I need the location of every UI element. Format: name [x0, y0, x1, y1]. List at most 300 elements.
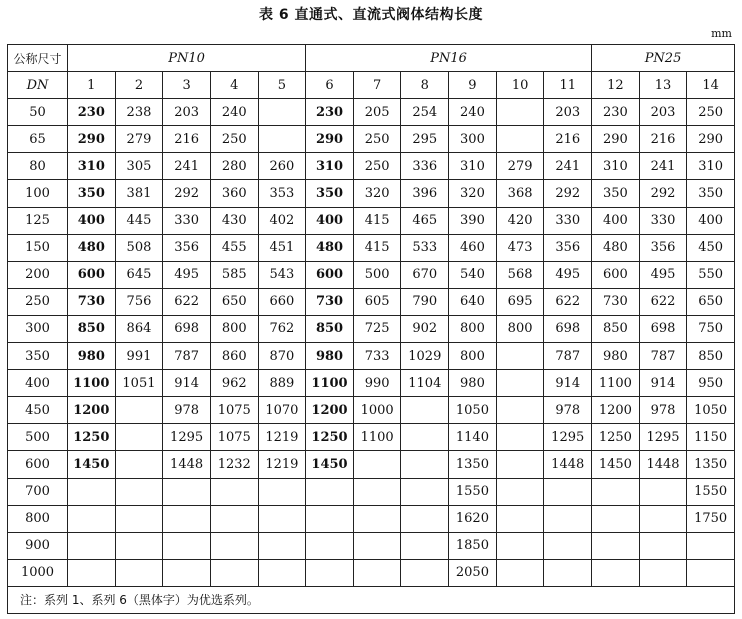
length-cell: 356	[163, 234, 211, 261]
length-cell: 400	[687, 207, 735, 234]
length-cell: 330	[639, 207, 687, 234]
pn-group-header: PN16	[306, 45, 592, 72]
length-cell: 600	[592, 261, 640, 288]
length-cell: 216	[639, 126, 687, 153]
length-cell: 260	[258, 153, 306, 180]
length-cell: 1550	[449, 478, 497, 505]
length-cell: 1000	[353, 397, 401, 424]
series-number-header: 3	[163, 72, 211, 99]
length-cell: 320	[449, 180, 497, 207]
pn-group-header: PN10	[68, 45, 306, 72]
dn-cell: 65	[8, 126, 68, 153]
length-cell: 280	[210, 153, 258, 180]
length-cell: 1232	[210, 451, 258, 478]
length-cell: 1051	[115, 370, 163, 397]
length-cell: 698	[639, 315, 687, 342]
length-cell: 368	[496, 180, 544, 207]
length-cell: 850	[306, 315, 354, 342]
length-cell: 1295	[163, 424, 211, 451]
length-cell: 1219	[258, 424, 306, 451]
length-cell	[496, 126, 544, 153]
length-cell: 292	[544, 180, 592, 207]
length-cell: 787	[163, 343, 211, 370]
length-cell: 390	[449, 207, 497, 234]
length-cell	[115, 424, 163, 451]
length-cell: 330	[163, 207, 211, 234]
length-cell: 914	[163, 370, 211, 397]
header-row-groups	[8, 45, 735, 72]
length-cell: 962	[210, 370, 258, 397]
length-cell	[639, 478, 687, 505]
length-cell	[401, 505, 449, 532]
length-cell: 1850	[449, 532, 497, 559]
length-cell: 1295	[639, 424, 687, 451]
length-cell: 1550	[687, 478, 735, 505]
length-cell: 698	[544, 315, 592, 342]
length-cell	[306, 532, 354, 559]
length-cell: 1050	[687, 397, 735, 424]
length-cell: 279	[496, 153, 544, 180]
length-cell: 1050	[449, 397, 497, 424]
length-cell: 800	[449, 315, 497, 342]
dn-cell: 400	[8, 370, 68, 397]
length-cell: 250	[353, 126, 401, 153]
length-cell: 216	[544, 126, 592, 153]
length-cell: 980	[68, 343, 116, 370]
length-cell: 730	[592, 288, 640, 315]
length-cell: 500	[353, 261, 401, 288]
length-cell: 290	[592, 126, 640, 153]
dn-cell: 1000	[8, 559, 68, 586]
table-row	[8, 180, 735, 207]
dn-cell: 800	[8, 505, 68, 532]
length-cell: 356	[544, 234, 592, 261]
length-cell: 230	[68, 99, 116, 126]
length-cell	[496, 370, 544, 397]
series-number-header: 2	[115, 72, 163, 99]
length-cell: 238	[115, 99, 163, 126]
length-cell: 1295	[544, 424, 592, 451]
length-cell: 1100	[306, 370, 354, 397]
length-cell: 330	[544, 207, 592, 234]
length-cell: 1620	[449, 505, 497, 532]
length-cell: 360	[210, 180, 258, 207]
length-cell	[401, 451, 449, 478]
length-cell: 980	[592, 343, 640, 370]
length-cell: 980	[449, 370, 497, 397]
length-cell: 450	[687, 234, 735, 261]
unit-label: mm	[711, 27, 732, 40]
length-cell: 1448	[163, 451, 211, 478]
length-cell	[258, 532, 306, 559]
length-cell: 864	[115, 315, 163, 342]
length-cell	[115, 451, 163, 478]
length-cell: 1219	[258, 451, 306, 478]
series-number-header: 13	[639, 72, 687, 99]
length-cell: 381	[115, 180, 163, 207]
length-cell: 480	[306, 234, 354, 261]
table-row	[8, 288, 735, 315]
length-cell: 1250	[68, 424, 116, 451]
length-cell: 730	[306, 288, 354, 315]
length-cell: 800	[496, 315, 544, 342]
series-number-header: 8	[401, 72, 449, 99]
dn-cell: 450	[8, 397, 68, 424]
length-cell: 787	[639, 343, 687, 370]
length-cell: 902	[401, 315, 449, 342]
length-cell: 350	[687, 180, 735, 207]
dn-cell: 350	[8, 343, 68, 370]
dn-cell: 900	[8, 532, 68, 559]
length-cell: 216	[163, 126, 211, 153]
length-cell: 1100	[592, 370, 640, 397]
length-cell: 1075	[210, 397, 258, 424]
length-cell: 400	[306, 207, 354, 234]
length-cell: 889	[258, 370, 306, 397]
dn-cell: 100	[8, 180, 68, 207]
length-cell: 430	[210, 207, 258, 234]
length-cell: 495	[639, 261, 687, 288]
length-cell: 533	[401, 234, 449, 261]
length-cell: 1200	[68, 397, 116, 424]
table-row	[8, 559, 735, 586]
dn-cell: 300	[8, 315, 68, 342]
table-row	[8, 397, 735, 424]
table-row	[8, 424, 735, 451]
table-row	[8, 532, 735, 559]
length-cell: 356	[639, 234, 687, 261]
length-cell: 650	[210, 288, 258, 315]
length-cell	[544, 559, 592, 586]
length-cell	[496, 532, 544, 559]
series-number-header: 9	[449, 72, 497, 99]
length-cell: 600	[68, 261, 116, 288]
length-cell: 292	[639, 180, 687, 207]
table-row	[8, 261, 735, 288]
length-cell: 415	[353, 234, 401, 261]
length-cell	[68, 478, 116, 505]
length-cell	[258, 478, 306, 505]
length-cell: 1070	[258, 397, 306, 424]
length-cell	[210, 505, 258, 532]
series-number-header: 5	[258, 72, 306, 99]
length-cell	[353, 505, 401, 532]
length-cell: 1104	[401, 370, 449, 397]
length-cell: 800	[449, 343, 497, 370]
valve-length-table	[7, 44, 735, 614]
length-cell: 1200	[592, 397, 640, 424]
length-cell	[258, 559, 306, 586]
dn-cell: 125	[8, 207, 68, 234]
length-cell	[544, 478, 592, 505]
length-cell	[115, 505, 163, 532]
length-cell	[544, 505, 592, 532]
length-cell: 990	[353, 370, 401, 397]
length-cell: 790	[401, 288, 449, 315]
length-cell	[592, 559, 640, 586]
length-cell	[306, 559, 354, 586]
length-cell: 622	[163, 288, 211, 315]
length-cell	[592, 532, 640, 559]
length-cell	[258, 99, 306, 126]
note-row	[8, 586, 735, 613]
length-cell: 310	[449, 153, 497, 180]
length-cell: 2050	[449, 559, 497, 586]
length-cell: 241	[544, 153, 592, 180]
length-cell	[115, 532, 163, 559]
length-cell: 980	[306, 343, 354, 370]
dn-cell: 600	[8, 451, 68, 478]
length-cell: 600	[306, 261, 354, 288]
series-number-header: 10	[496, 72, 544, 99]
series-number-header: 12	[592, 72, 640, 99]
length-cell: 290	[306, 126, 354, 153]
length-cell: 622	[639, 288, 687, 315]
dn-cell: 500	[8, 424, 68, 451]
length-cell: 730	[68, 288, 116, 315]
length-cell: 1450	[306, 451, 354, 478]
length-cell	[68, 505, 116, 532]
dn-cell: 250	[8, 288, 68, 315]
length-cell: 310	[306, 153, 354, 180]
length-cell: 480	[68, 234, 116, 261]
length-cell: 402	[258, 207, 306, 234]
length-cell: 991	[115, 343, 163, 370]
length-cell	[163, 532, 211, 559]
length-cell: 320	[353, 180, 401, 207]
series-number-header: 6	[306, 72, 354, 99]
length-cell: 640	[449, 288, 497, 315]
length-cell: 203	[163, 99, 211, 126]
length-cell: 850	[68, 315, 116, 342]
length-cell	[353, 532, 401, 559]
length-cell: 495	[163, 261, 211, 288]
length-cell: 605	[353, 288, 401, 315]
length-cell: 585	[210, 261, 258, 288]
pn-group-header: PN25	[592, 45, 735, 72]
length-cell: 850	[592, 315, 640, 342]
table-row	[8, 505, 735, 532]
length-cell: 1350	[449, 451, 497, 478]
length-cell: 950	[687, 370, 735, 397]
length-cell: 451	[258, 234, 306, 261]
table-row	[8, 451, 735, 478]
length-cell	[210, 559, 258, 586]
series-number-header: 14	[687, 72, 735, 99]
length-cell: 733	[353, 343, 401, 370]
length-cell: 1250	[306, 424, 354, 451]
table-row	[8, 207, 735, 234]
length-cell	[68, 559, 116, 586]
length-cell	[353, 451, 401, 478]
length-cell	[496, 559, 544, 586]
length-cell: 1200	[306, 397, 354, 424]
length-cell: 787	[544, 343, 592, 370]
size-label: 公称尺寸	[8, 45, 68, 72]
length-cell	[496, 343, 544, 370]
length-cell: 230	[592, 99, 640, 126]
dn-cell: 700	[8, 478, 68, 505]
length-cell: 396	[401, 180, 449, 207]
length-cell: 978	[544, 397, 592, 424]
length-cell: 250	[687, 99, 735, 126]
length-cell: 756	[115, 288, 163, 315]
length-cell	[163, 505, 211, 532]
dn-cell: 150	[8, 234, 68, 261]
length-cell: 1350	[687, 451, 735, 478]
length-cell	[258, 505, 306, 532]
length-cell: 350	[592, 180, 640, 207]
length-cell: 241	[163, 153, 211, 180]
length-cell: 1750	[687, 505, 735, 532]
length-cell: 420	[496, 207, 544, 234]
length-cell: 336	[401, 153, 449, 180]
length-cell: 350	[306, 180, 354, 207]
length-cell: 254	[401, 99, 449, 126]
length-cell	[687, 559, 735, 586]
dn-cell: 50	[8, 99, 68, 126]
length-cell	[496, 505, 544, 532]
length-cell: 460	[449, 234, 497, 261]
length-cell	[639, 532, 687, 559]
length-cell	[258, 126, 306, 153]
length-cell: 1150	[687, 424, 735, 451]
length-cell	[401, 397, 449, 424]
length-cell: 670	[401, 261, 449, 288]
length-cell: 250	[353, 153, 401, 180]
length-cell: 241	[639, 153, 687, 180]
length-cell	[544, 532, 592, 559]
length-cell: 305	[115, 153, 163, 180]
table-row	[8, 370, 735, 397]
length-cell: 645	[115, 261, 163, 288]
length-cell: 400	[68, 207, 116, 234]
length-cell	[210, 532, 258, 559]
length-cell: 292	[163, 180, 211, 207]
length-cell: 310	[687, 153, 735, 180]
length-cell	[115, 397, 163, 424]
header-row-series	[8, 72, 735, 99]
length-cell: 550	[687, 261, 735, 288]
length-cell: 230	[306, 99, 354, 126]
length-cell	[639, 505, 687, 532]
length-cell	[115, 478, 163, 505]
length-cell	[353, 478, 401, 505]
dn-label: DN	[8, 72, 68, 99]
length-cell	[163, 478, 211, 505]
length-cell: 1448	[544, 451, 592, 478]
length-cell: 1250	[592, 424, 640, 451]
table-body	[8, 99, 735, 587]
table-title: 表 6 直通式、直流式阀体结构长度	[259, 7, 483, 23]
series-number-header: 1	[68, 72, 116, 99]
length-cell: 1100	[353, 424, 401, 451]
length-cell: 850	[687, 343, 735, 370]
length-cell: 495	[544, 261, 592, 288]
length-cell	[353, 559, 401, 586]
length-cell: 540	[449, 261, 497, 288]
length-cell: 1450	[592, 451, 640, 478]
length-cell: 465	[401, 207, 449, 234]
length-cell: 508	[115, 234, 163, 261]
length-cell: 750	[687, 315, 735, 342]
table-row	[8, 478, 735, 505]
length-cell: 400	[592, 207, 640, 234]
table-row	[8, 153, 735, 180]
length-cell: 290	[687, 126, 735, 153]
length-cell: 622	[544, 288, 592, 315]
length-cell: 1140	[449, 424, 497, 451]
length-cell	[496, 397, 544, 424]
length-cell: 978	[163, 397, 211, 424]
length-cell: 725	[353, 315, 401, 342]
length-cell: 870	[258, 343, 306, 370]
length-cell	[306, 505, 354, 532]
length-cell: 250	[210, 126, 258, 153]
table-row	[8, 234, 735, 261]
length-cell	[592, 478, 640, 505]
length-cell	[496, 99, 544, 126]
length-cell: 240	[210, 99, 258, 126]
length-cell: 914	[639, 370, 687, 397]
length-cell: 762	[258, 315, 306, 342]
table-row	[8, 343, 735, 370]
length-cell: 455	[210, 234, 258, 261]
length-cell: 800	[210, 315, 258, 342]
length-cell	[401, 478, 449, 505]
length-cell	[306, 478, 354, 505]
length-cell: 300	[449, 126, 497, 153]
length-cell	[639, 559, 687, 586]
length-cell: 660	[258, 288, 306, 315]
length-cell: 543	[258, 261, 306, 288]
length-cell: 860	[210, 343, 258, 370]
length-cell: 310	[68, 153, 116, 180]
length-cell	[401, 559, 449, 586]
length-cell: 695	[496, 288, 544, 315]
length-cell: 310	[592, 153, 640, 180]
length-cell	[163, 559, 211, 586]
length-cell: 240	[449, 99, 497, 126]
table-note: 注：系列 1、系列 6（黑体字）为优选系列。	[8, 586, 735, 613]
length-cell	[210, 478, 258, 505]
length-cell: 1029	[401, 343, 449, 370]
length-cell	[68, 532, 116, 559]
length-cell: 473	[496, 234, 544, 261]
length-cell: 415	[353, 207, 401, 234]
length-cell: 295	[401, 126, 449, 153]
table-row	[8, 315, 735, 342]
length-cell: 205	[353, 99, 401, 126]
dn-cell: 80	[8, 153, 68, 180]
length-cell: 914	[544, 370, 592, 397]
length-cell: 1448	[639, 451, 687, 478]
series-number-header: 7	[353, 72, 401, 99]
length-cell: 290	[68, 126, 116, 153]
length-cell	[496, 451, 544, 478]
length-cell	[592, 505, 640, 532]
length-cell	[496, 424, 544, 451]
length-cell	[401, 532, 449, 559]
length-cell: 650	[687, 288, 735, 315]
length-cell: 279	[115, 126, 163, 153]
series-number-header: 4	[210, 72, 258, 99]
length-cell: 978	[639, 397, 687, 424]
length-cell: 698	[163, 315, 211, 342]
length-cell: 203	[639, 99, 687, 126]
length-cell	[115, 559, 163, 586]
length-cell: 1450	[68, 451, 116, 478]
